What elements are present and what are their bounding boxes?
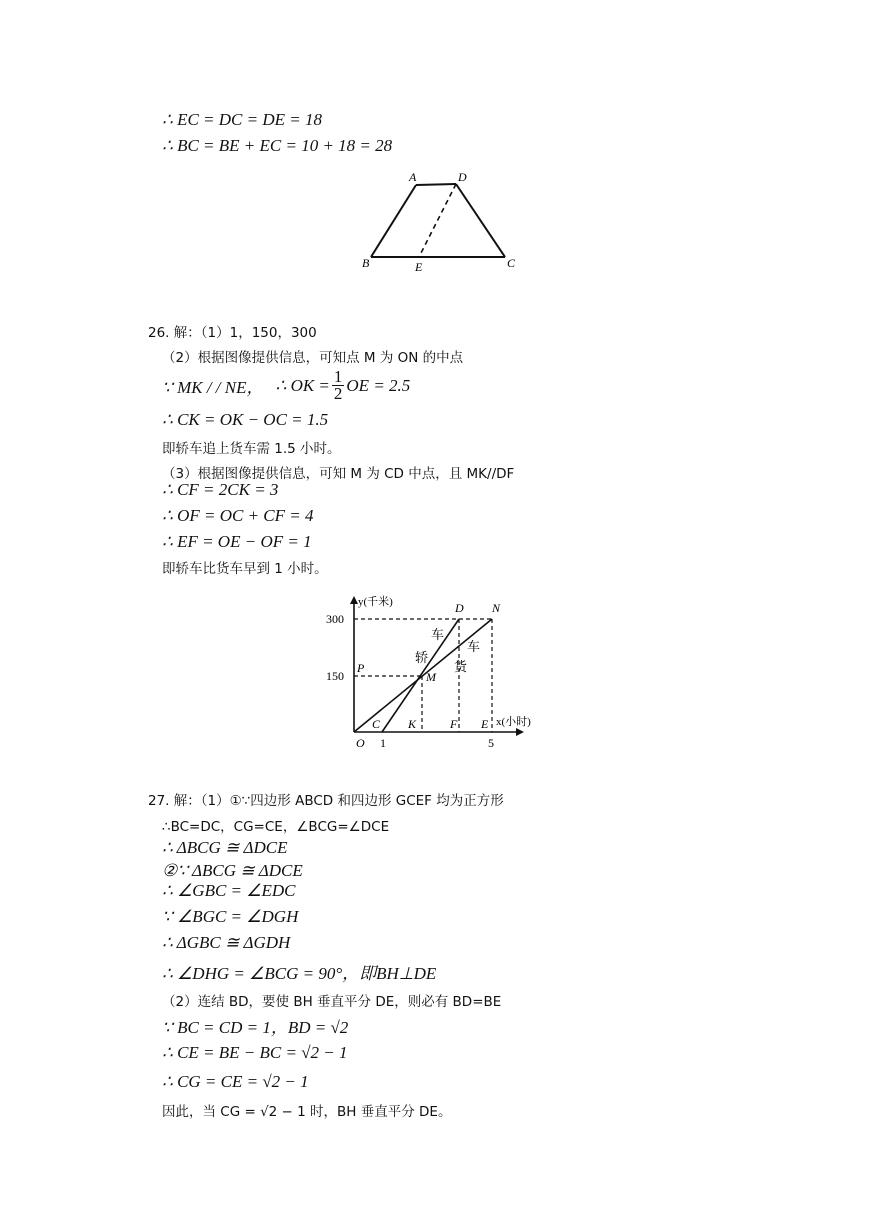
label-d: D <box>455 601 464 615</box>
label-f: F <box>450 717 458 731</box>
y-tick-300: 300 <box>326 612 344 626</box>
q26-of-equation: ∴ OF = OC + CF = 4 <box>162 506 314 525</box>
label-e: E <box>481 717 489 731</box>
label-p: P <box>357 661 365 675</box>
q26-part2-intro: （2）根据图像提供信息，可知点 M 为 ON 的中点 <box>162 350 464 366</box>
q27-part2-line2: ∴ CE = BE − BC = √2 − 1 <box>162 1043 348 1062</box>
x-axis-label: x(小时) <box>496 716 531 728</box>
label-m: M <box>426 670 436 684</box>
q26-cf-equation: ∴ CF = 2CK = 3 <box>162 480 279 499</box>
q26-ck-equation: ∴ CK = OK − OC = 1.5 <box>162 410 329 429</box>
q27-part2-line3: ∴ CG = CE = √2 − 1 <box>162 1072 309 1091</box>
label-n: N <box>492 601 501 615</box>
label-a: A <box>409 170 417 184</box>
q26-header: 26. 解：（1）1，150，300 <box>148 325 317 341</box>
car-label-1: 轿 <box>415 650 429 665</box>
fraction-denominator: 2 <box>333 384 343 403</box>
q26-ok-prefix: ∴ OK = <box>275 375 330 395</box>
fraction-numerator: 1 <box>333 367 343 386</box>
q26-part2-conclusion: 即轿车追上货车需 1.5 小时。 <box>162 441 341 457</box>
q27-line6: ∴ ΔGBC ≅ ΔGDH <box>162 933 291 952</box>
x-tick-1: 1 <box>380 736 386 750</box>
q27-part2-conclusion: 因此，当 CG = √2 − 1 时，BH 垂直平分 DE。 <box>162 1104 452 1120</box>
label-o: O <box>356 736 365 750</box>
q27-line4: ∴ ∠GBC = ∠EDC <box>162 881 296 900</box>
q27-line1: ∴BC=DC，CG=CE，∠BCG=∠DCE <box>162 819 390 835</box>
y-axis-label: y(千米) <box>358 596 393 608</box>
label-c: C <box>372 717 381 731</box>
distance-time-graph <box>320 592 555 752</box>
fraction-half <box>332 369 345 402</box>
q26-part3-conclusion: 即轿车比货车早到 1 小时。 <box>162 561 328 577</box>
truck-label-1: 货 <box>454 659 468 674</box>
q27-line3: ②∵ ΔBCG ≅ ΔDCE <box>162 861 303 880</box>
y-tick-150: 150 <box>326 669 344 683</box>
eq-ec-dc-de: ∴ EC = DC = DE = 18 <box>162 110 322 129</box>
label-b: B <box>362 256 370 270</box>
q26-ok-equation <box>162 369 410 402</box>
label-k: K <box>408 717 417 731</box>
q27-line7: ∴ ∠DHG = ∠BCG = 90°，即BH⊥DE <box>162 964 437 983</box>
q27-line2: ∴ ΔBCG ≅ ΔDCE <box>162 838 288 857</box>
q26-mk-parallel: ∵ MK / / NE， <box>162 378 264 397</box>
q27-part2-intro: （2）连结 BD，要使 BH 垂直平分 DE，则必有 BD=BE <box>162 994 502 1010</box>
q26-ef-equation: ∴ EF = OE − OF = 1 <box>162 532 312 551</box>
label-e: E <box>415 260 423 274</box>
car-label-2: 车 <box>431 627 445 642</box>
q27-line5: ∵ ∠BGC = ∠DGH <box>162 907 299 926</box>
trapezoid-figure <box>355 168 530 278</box>
label-d: D <box>458 170 467 184</box>
q27-part2-line1: ∵ BC = CD = 1，BD = √2 <box>162 1018 349 1037</box>
q26-ok-suffix: OE = 2.5 <box>346 375 411 395</box>
label-c: C <box>507 256 516 270</box>
x-tick-5: 5 <box>488 736 494 750</box>
eq-bc-sum: ∴ BC = BE + EC = 10 + 18 = 28 <box>162 136 393 155</box>
truck-label-2: 车 <box>467 639 481 654</box>
q27-header: 27. 解：（1）①∵四边形 ABCD 和四边形 GCEF 均为正方形 <box>148 793 504 809</box>
q26-part3-intro: （3）根据图像提供信息，可知 M 为 CD 中点，且 MK//DF <box>162 466 515 482</box>
